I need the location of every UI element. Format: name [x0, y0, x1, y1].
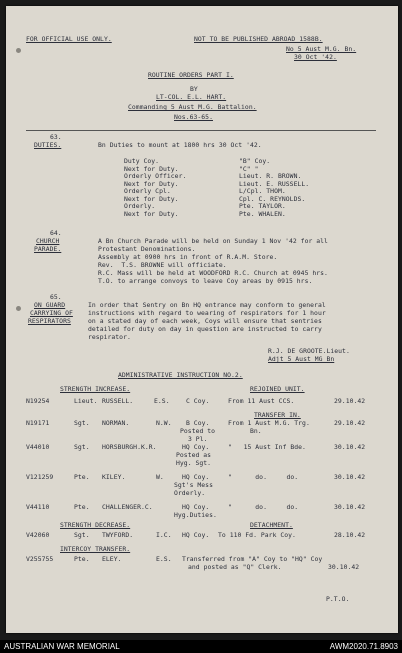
entry-detail: " do. do.	[228, 503, 299, 511]
posting: Orderly.	[174, 489, 206, 497]
duty-value: Cpl. C. REYNOLDS.	[239, 194, 306, 203]
s64-line: A Bn Church Parade will be held on Sunday 1 Nov '42 for all	[98, 237, 328, 245]
s64-line: Rev. T.S. BROWNE will officiate.	[98, 261, 227, 269]
strength-increase-heading: STRENGTH INCREASE.	[60, 385, 131, 393]
duty-value: Pte. WHALEN.	[239, 209, 286, 218]
duty-label: Next for Duty.	[124, 194, 179, 203]
signature-name: R.J. DE GROOTE.Lieut.	[268, 347, 350, 355]
company: HQ Coy.	[182, 531, 210, 539]
duty-label: Orderly Cpl.	[124, 187, 171, 195]
rank: Lieut.	[74, 397, 98, 405]
surname: CHALLENGER.C.	[102, 503, 153, 511]
s65-number: 65.	[50, 293, 62, 301]
surname: HORSBURGH.K.R.	[102, 443, 157, 451]
service-number: V121259	[26, 473, 54, 481]
service-number: V42060	[26, 531, 50, 539]
s65-line: on a stated day of each week, Coys will ensure that sentries	[88, 317, 322, 325]
punch-hole	[16, 48, 21, 53]
document-page	[6, 6, 398, 633]
company: C Coy.	[186, 397, 210, 405]
duty-label: Orderly.	[124, 202, 156, 210]
initials: N.W.	[156, 419, 172, 427]
posting: 3 Pl.	[188, 435, 208, 443]
entry-detail: To 110 Fd. Park Coy.	[218, 531, 296, 539]
posting: Sgt's Mess	[174, 481, 213, 489]
archive-id: AWM2020.71.8903	[329, 642, 398, 651]
s63-intro: Bn Duties to mount at 1800 hrs 30 Oct '42.	[98, 141, 262, 149]
intercoy-heading: INTERCOY TRANSFER.	[60, 545, 131, 553]
surname: ELEY.	[102, 555, 122, 563]
commander-title: Commanding 5 Aust M.G. Battalion.	[128, 103, 257, 111]
signature-title: Adjt 5 Aust MG Bn	[268, 355, 335, 363]
unit-line: No 5 Aust M.G. Bn.	[286, 45, 357, 53]
posting: Posted as	[176, 451, 212, 459]
duty-label: Next for Duty.	[124, 164, 179, 173]
admin-title: ADMINISTRATIVE INSTRUCTION NO.2.	[118, 371, 243, 379]
company: HQ Coy.	[182, 503, 210, 511]
pto-note: P.T.O.	[326, 595, 350, 603]
posting: Hyg.Duties.	[174, 511, 217, 519]
rank: Pte.	[74, 503, 90, 511]
duty-value: "B" Coy.	[239, 157, 271, 165]
s64-line: R.C. Mass will be held at WOODFORD R.C. Church at 0945 hrs.	[98, 269, 328, 277]
initials: I.C.	[156, 531, 172, 539]
s64-line: Assembly at 0900 hrs in front of R.A.M. Store.	[98, 253, 278, 261]
duty-value: Lieut. R. BROWN.	[239, 172, 302, 180]
duty-label: Next for Duty.	[124, 179, 179, 188]
entry-detail: Transferred from "A" Coy to "HQ" Coy	[182, 555, 323, 563]
initials: E.S.	[154, 397, 170, 405]
s64-line: T.O. to arrange convoys to leave Coy areas by 0915 hrs.	[98, 277, 313, 285]
title-by: BY	[190, 85, 198, 93]
s65-line: detailed for duty on day in question are instructed to carry	[88, 325, 322, 333]
strength-decrease-heading: STRENGTH DECREASE.	[60, 521, 131, 529]
service-number: V44010	[26, 443, 50, 451]
entry-detail: " 15 Aust Inf Bde.	[228, 443, 306, 451]
publication-notice: NOT TO BE PUBLISHED ABROAD 1588B.	[194, 35, 323, 43]
entry-date: 30.10.42	[334, 473, 366, 481]
entry-date: 30.10.42	[334, 503, 366, 511]
company: HQ Coy.	[182, 443, 210, 451]
entry-detail: From 1 Aust M.G. Trg.	[228, 419, 310, 427]
entry-date: 30.10.42	[328, 563, 360, 571]
commander-name: LT-COL. E.L. HART.	[156, 93, 227, 101]
detachment-heading: DETACHMENT.	[250, 521, 293, 529]
s65-heading: CARRYING OF	[30, 309, 73, 317]
posting: Hyg. Sgt.	[176, 459, 212, 467]
date-line: 30 Oct '42.	[294, 53, 337, 61]
document-title: ROUTINE ORDERS PART I.	[148, 71, 234, 79]
surname: RUSSELL.	[102, 397, 134, 405]
entry-detail: and posted as "Q" Clerk.	[188, 563, 282, 571]
company: B Coy.	[186, 419, 210, 427]
surname: TWYFORD.	[102, 531, 134, 539]
entry-detail: " do. do.	[228, 473, 299, 481]
service-number: V255755	[26, 555, 54, 563]
s63-heading: DUTIES.	[34, 141, 62, 149]
duty-label: Next for Duty.	[124, 209, 179, 218]
rank: Sgt.	[74, 443, 90, 451]
s65-line: instructions with regard to wearing of respirators for 1 hour	[88, 309, 326, 317]
s65-heading: RESPIRATORS	[28, 317, 71, 325]
punch-hole	[16, 306, 21, 311]
section-rule	[26, 130, 376, 131]
surname: KILEY.	[102, 473, 126, 481]
duty-value: Pte. TAYLOR.	[239, 202, 286, 210]
entry-date: 28.10.42	[334, 531, 366, 539]
service-number: N19254	[26, 397, 50, 405]
rank: Sgt.	[74, 419, 90, 427]
rejoined-heading: REJOINED UNIT.	[250, 385, 305, 393]
entry-detail: From 11 Aust CCS.	[228, 397, 295, 405]
s64-heading: PARADE.	[34, 245, 62, 253]
s65-line: respirator.	[88, 333, 131, 341]
archive-name: AUSTRALIAN WAR MEMORIAL	[4, 642, 120, 651]
company: HQ Coy.	[182, 473, 210, 481]
classification-header: FOR OFFICIAL USE ONLY.	[26, 35, 112, 43]
duty-label: Duty Coy.	[124, 157, 160, 165]
initials: W.	[156, 473, 164, 481]
initials: E.S.	[156, 555, 172, 563]
transfer-in-heading: TRANSFER IN.	[254, 411, 301, 419]
rank: Pte.	[74, 555, 90, 563]
duty-value: Lieut. E. RUSSELL.	[239, 179, 310, 188]
s65-line: In order that Sentry on Bn HQ entrance may conform to general	[88, 301, 326, 309]
rank: Pte.	[74, 473, 90, 481]
entry-detail: Bn.	[250, 427, 262, 435]
service-number: N19171	[26, 419, 50, 427]
entry-date: 29.10.42	[334, 397, 366, 405]
s64-heading: CHURCH	[36, 237, 60, 245]
service-number: V44110	[26, 503, 50, 511]
duty-value: L/Cpl. THOM.	[239, 187, 286, 195]
order-numbers: Nos.63-65.	[174, 113, 213, 121]
archive-footer	[0, 640, 402, 653]
posting: Posted to	[180, 427, 216, 435]
s63-number: 63.	[50, 133, 62, 141]
duty-value: "C" "	[239, 164, 259, 173]
surname: NORMAN.	[102, 419, 130, 427]
rank: Sgt.	[74, 531, 90, 539]
entry-date: 29.10.42	[334, 419, 366, 427]
duty-label: Orderly Officer.	[124, 172, 187, 180]
s64-number: 64.	[50, 229, 62, 237]
s64-line: Protestant Denominations.	[98, 245, 196, 253]
s65-heading: ON GUARD	[34, 301, 66, 309]
entry-date: 30.10.42	[334, 443, 366, 451]
